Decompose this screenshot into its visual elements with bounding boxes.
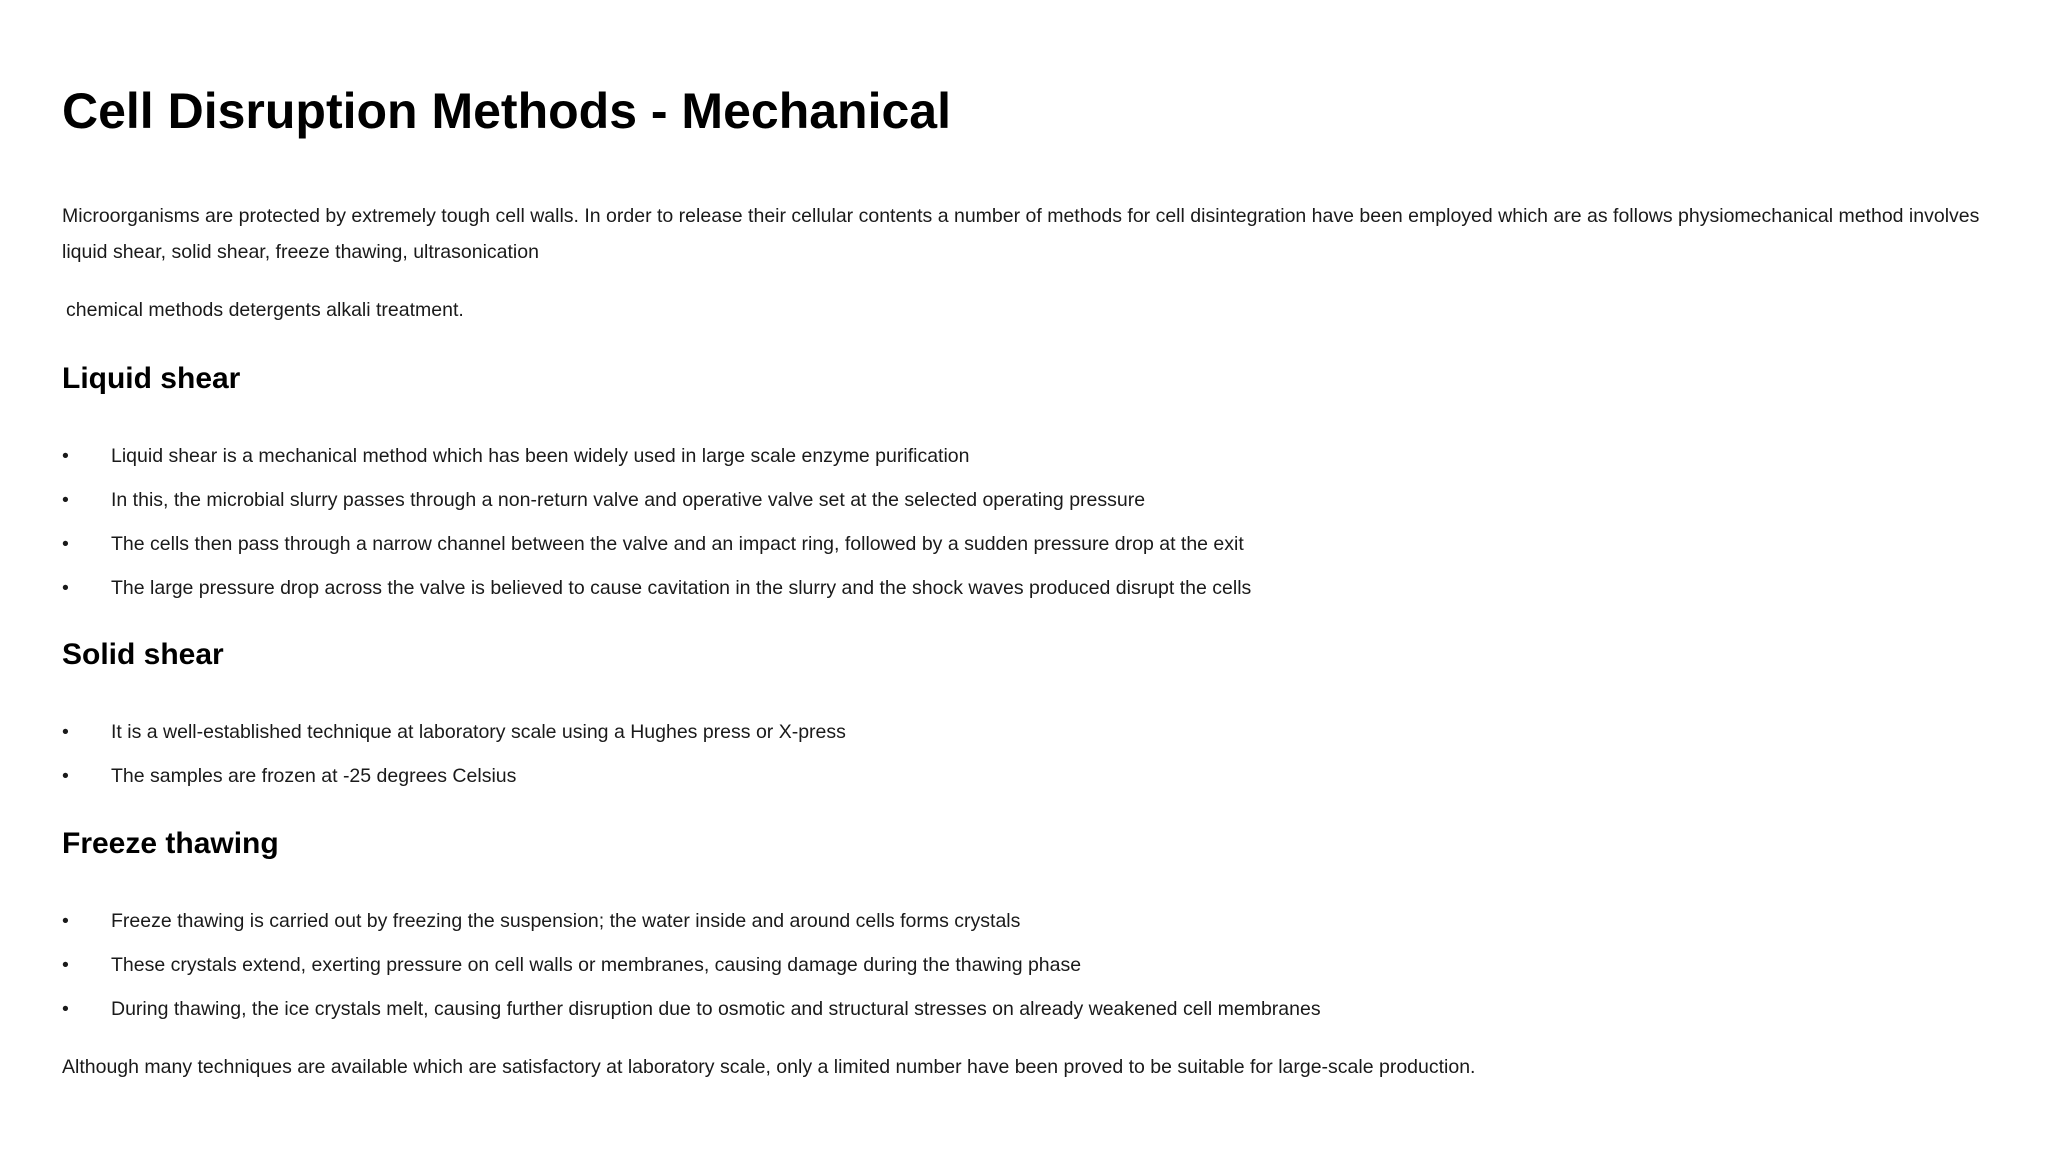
list-item-text: During thawing, the ice crystals melt, causing further disruption due to osmotic and structural stresses on already weakened cell membranes: [111, 998, 1321, 1020]
section-heading-freeze-thawing: Freeze thawing: [62, 827, 279, 860]
list-item-text: The samples are frozen at -25 degrees Celsius: [111, 765, 517, 787]
list-item-text: Freeze thawing is carried out by freezing the suspension; the water inside and around cells forms crystals: [111, 910, 1021, 932]
bullet-icon: •: [62, 577, 69, 599]
bullet-icon: •: [62, 721, 69, 743]
list-item-text: In this, the microbial slurry passes through a non-return valve and operative valve set at the selected operating pressure: [111, 489, 1146, 511]
bullet-icon: •: [62, 489, 69, 511]
bullet-icon: •: [62, 910, 69, 932]
list-item-text: It is a well-established technique at laboratory scale using a Hughes press or X-press: [111, 721, 846, 743]
bullet-icon: •: [62, 445, 69, 467]
list-item-text: The large pressure drop across the valve is believed to cause cavitation in the slurry and the shock waves produced disrupt the cells: [111, 577, 1252, 599]
conclusion-paragraph: Although many techniques are available which are satisfactory at laboratory scale, only a limited number have been proved to be suitable for large-scale production.: [62, 1056, 1476, 1078]
bullet-icon: •: [62, 954, 69, 976]
bullet-icon: •: [62, 998, 69, 1020]
bullet-icon: •: [62, 533, 69, 555]
intro-chemical-methods: chemical methods detergents alkali treatment.: [66, 299, 464, 321]
list-item-text: Liquid shear is a mechanical method which has been widely used in large scale enzyme purification: [111, 445, 970, 467]
section-heading-solid-shear: Solid shear: [62, 638, 224, 671]
bullet-icon: •: [62, 765, 69, 787]
list-item-text: These crystals extend, exerting pressure on cell walls or membranes, causing damage during the thawing phase: [111, 954, 1082, 976]
intro-paragraph: Microorganisms are protected by extremely tough cell walls. In order to release their cellular contents a number of methods for cell disintegration have been employed which are as follows physiomechanical method involves liquid shear, solid shear, freeze thawing, ultrasonication: [62, 205, 1980, 263]
list-item-text: The cells then pass through a narrow channel between the valve and an impact ring, followed by a sudden pressure drop at the exit: [111, 533, 1244, 555]
section-heading-liquid-shear: Liquid shear: [62, 362, 241, 395]
slide-title: Cell Disruption Methods - Mechanical: [62, 83, 951, 139]
